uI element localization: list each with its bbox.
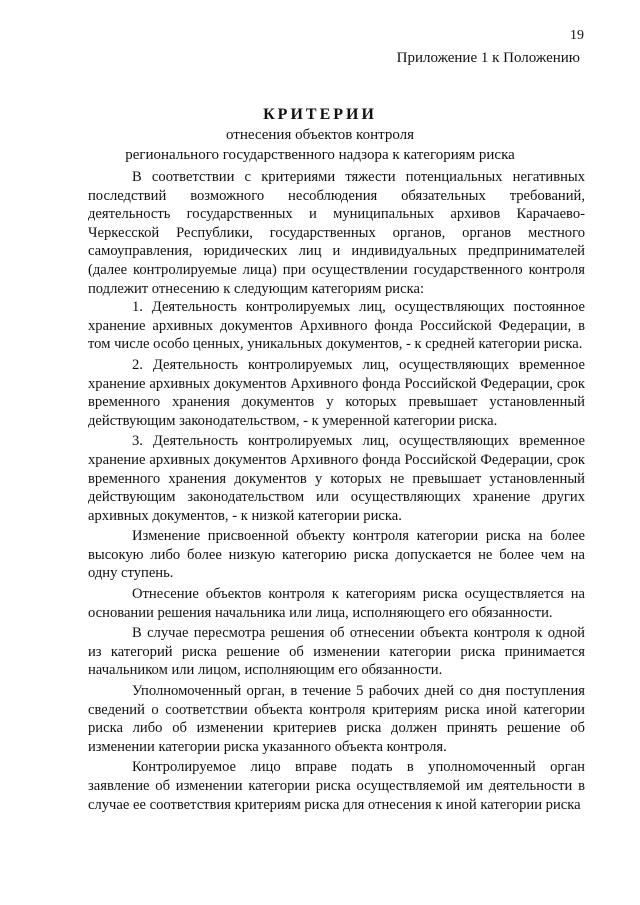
title-block: [0, 105, 640, 165]
paragraph-item-2: 2. Деятельность контролируемых лиц, осуществляющих временное хранение архивных документов Архивного фонда Российской Федерации, срок временного хранения документов у которых превышает установленный действующим законодательством, - к умеренной категории риска.: [88, 356, 585, 429]
paragraph-decision-basis: Отнесение объектов контроля к категориям риска осуществляется на основании решения начальника или лица, исполняющего его обязанности.: [88, 586, 585, 621]
paragraph-revision: В случае пересмотра решения об отнесении объекта контроля к одной из категорий риска решение об изменении категории риска принимается начальником или лицом, исполняющим его обязанности.: [88, 625, 585, 679]
document-subtitle-line-2: регионального государственного надзора к категориям риска: [125, 147, 515, 163]
document-title: КРИТЕРИИ: [263, 106, 377, 123]
paragraph-application-right: Контролируемое лицо вправе подать в уполномоченный орган заявление об изменении категории риска осуществляемой им деятельности в случае ее соответствия критериям риска для отнесения к иной категории риска: [88, 759, 585, 813]
paragraph-intro: В соответствии с критериями тяжести потенциальных негативных последствий возможного несоблюдения обязательных требований, деятельность государственных и муниципальных архивов Карачаево-Черкесской Республики, государственных органов, органов местного самоуправления, юридических лиц и индивидуальных предпринимателей (далее контролируемые лица) при осуществлении государственного контроля подлежит отнесению к следующим категориям риска:: [88, 169, 585, 297]
paragraph-item-1: 1. Деятельность контролируемых лиц, осуществляющих постоянное хранение архивных документов Архивного фонда Российской Федерации, в том числе особо ценных, уникальных документов, - к средней категории риска.: [88, 299, 585, 353]
page-number: 19: [570, 28, 584, 43]
document-body: [88, 168, 585, 814]
paragraph-authority-deadline: Уполномоченный орган, в течение 5 рабочих дней со дня поступления сведений о соответствии объекта контроля критериям риска иной категории риска либо об изменении критериев риска должен принять решение об изменении категории риска указанного объекта контроля.: [88, 683, 585, 755]
paragraph-item-3: 3. Деятельность контролируемых лиц, осуществляющих временное хранение архивных документов Архивного фонда Российской Федерации, срок временного хранения документов у которых не превышает установленный действующим законодательством или осуществляющих хранение других архивных документов, - к низкой категории риска.: [88, 433, 585, 524]
document-subtitle-line-1: отнесения объектов контроля: [225, 127, 415, 143]
paragraph-category-change: Изменение присвоенной объекту контроля категории риска на более высокую либо более низкую категорию риска допускается не более чем на одну ступень.: [88, 528, 585, 582]
appendix-label: Приложение 1 к Положению: [396, 50, 580, 66]
